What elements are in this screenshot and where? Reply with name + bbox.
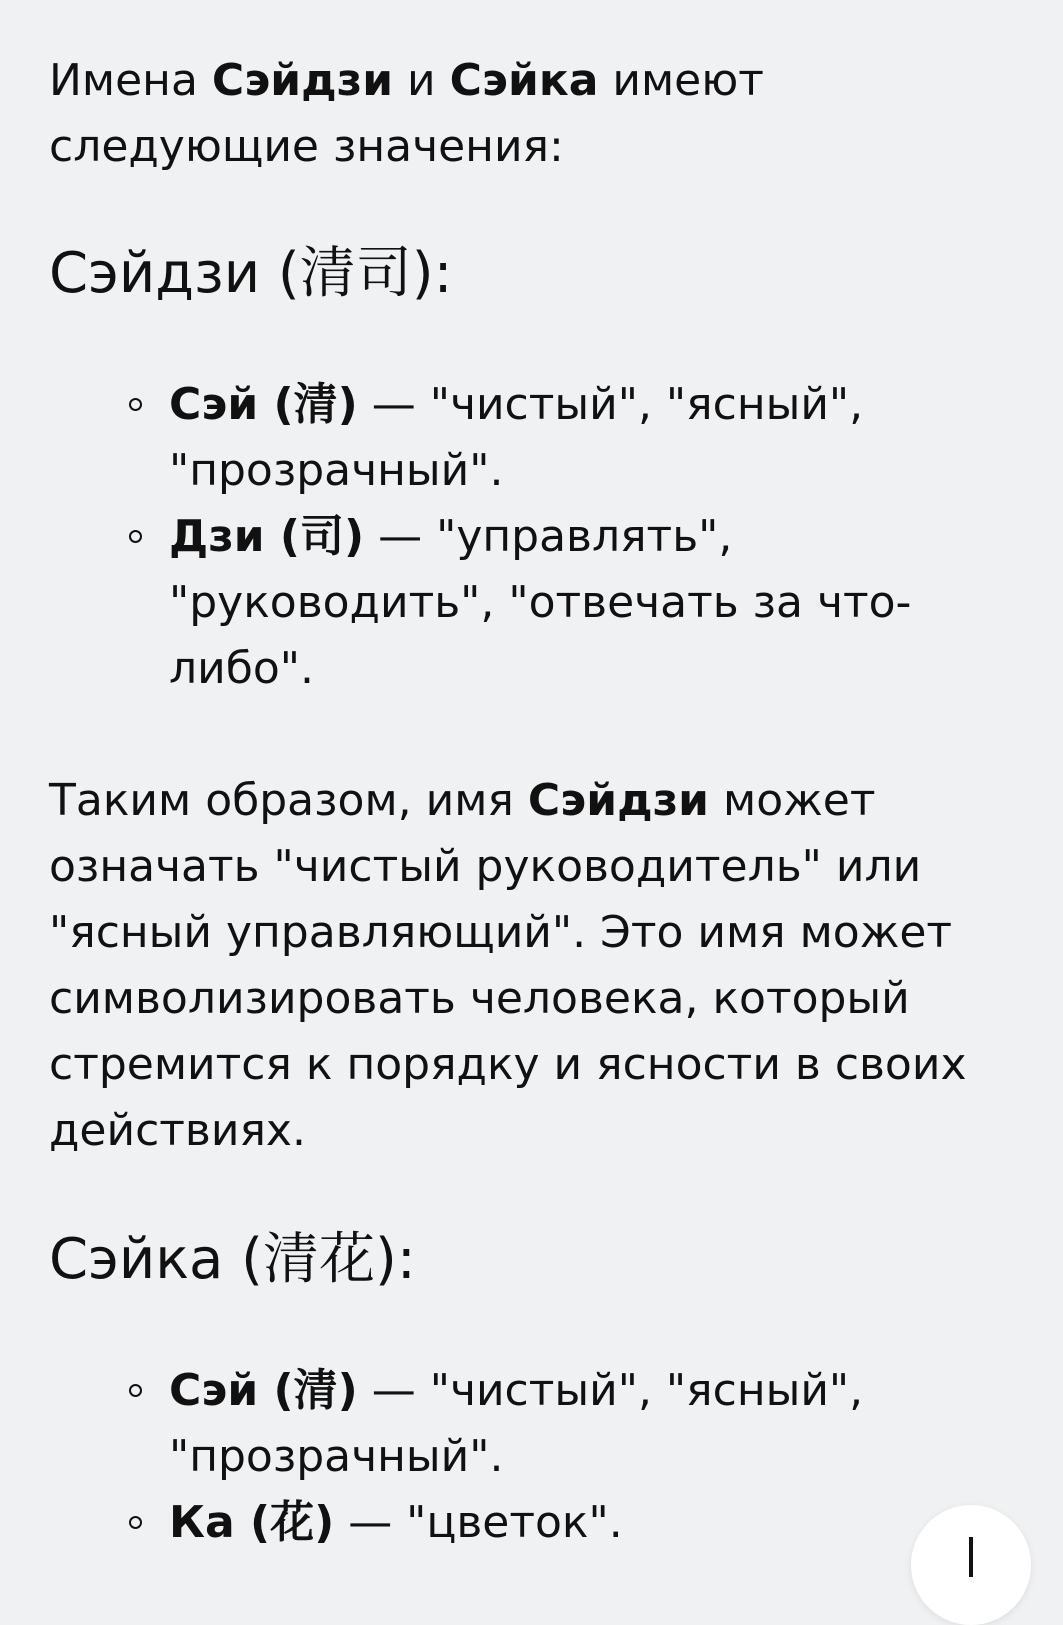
name-seika: Сэйка (449, 55, 599, 106)
section-heading-seiji: Сэйдзи (清司): (49, 241, 453, 306)
intro-paragraph: Имена Сэйдзи и Сэйка имеют следующие значения: (49, 55, 764, 172)
name-seiji: Сэйдзи (527, 775, 710, 826)
list-item: Сэй (清) — "чистый", "ясный", "прозрачный". (169, 1358, 1009, 1490)
definition-list-seiji (49, 372, 1009, 702)
section-heading-seika: Сэйка (清花): (49, 1227, 416, 1292)
circle-bullet-icon (129, 398, 142, 411)
list-item: Ка (花) — "цветок". (169, 1490, 1009, 1556)
circle-bullet-icon (129, 1384, 142, 1397)
name-seiji: Сэйдзи (211, 55, 394, 106)
scroll-down-button[interactable] (911, 1505, 1031, 1625)
arrow-down-icon (969, 1537, 973, 1577)
circle-bullet-icon (129, 530, 142, 543)
definition-list-seika (49, 1358, 1009, 1556)
message-content (49, 48, 1009, 1556)
summary-paragraph: Таким образом, имя Сэйдзи может означать "чистый руководитель" или "ясный управляющий". Это имя может символизировать человека, который стремится к порядку и ясности в своих действиях. (49, 775, 967, 1156)
list-item: Дзи (司) — "управлять", "руководить", "отвечать за что-либо". (169, 504, 1009, 702)
circle-bullet-icon (129, 1516, 142, 1529)
list-item: Сэй (清) — "чистый", "ясный", "прозрачный". (169, 372, 1009, 504)
